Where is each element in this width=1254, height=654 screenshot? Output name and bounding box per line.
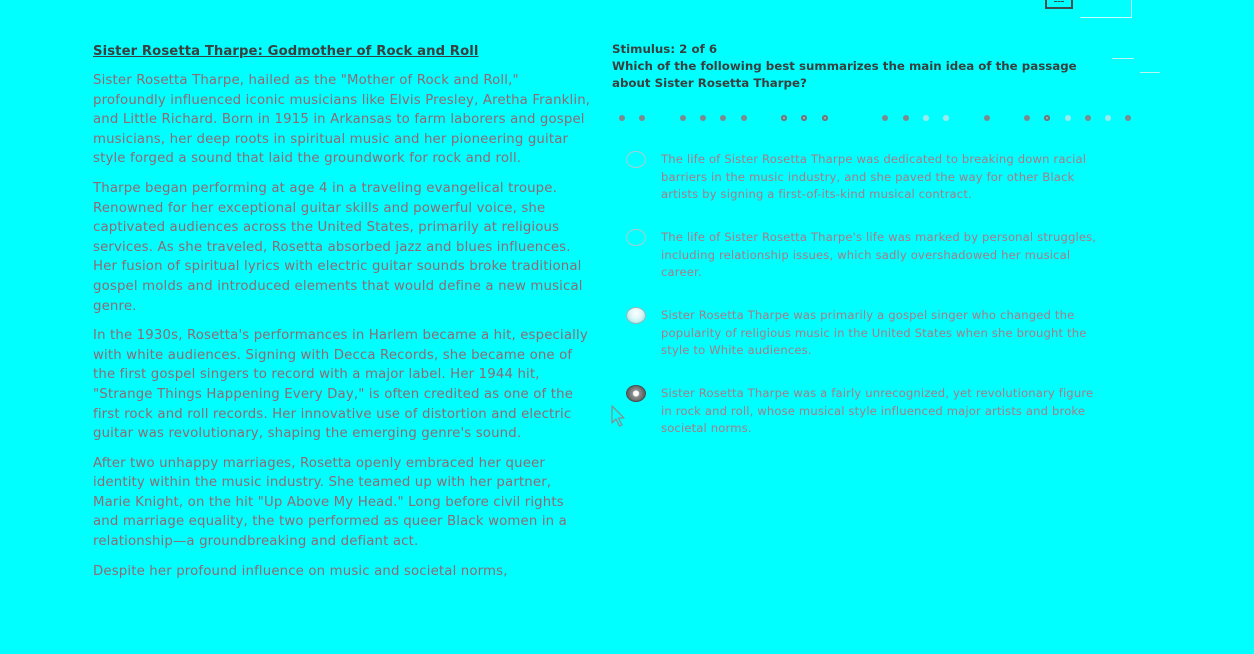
passage-title: Sister Rosetta Tharpe: Godmother of Rock and Roll [93,44,479,59]
answer-option-a[interactable] [626,151,1116,229]
passage-panel [93,42,593,591]
progress-dot[interactable] [1125,115,1131,121]
progress-dot[interactable] [700,115,706,121]
progress-dot[interactable] [822,115,828,121]
progress-dot[interactable] [882,115,888,121]
progress-dot[interactable] [801,115,807,121]
progress-dot[interactable] [741,115,747,121]
option-text: The life of Sister Rosetta Tharpe's life was marked by personal struggles, including relationship issues, which sadly overshadowed her musical career. [661,230,1097,279]
window-frame-icon[interactable] [1045,0,1073,9]
progress-dot[interactable] [639,115,645,121]
progress-dot[interactable] [720,115,726,121]
progress-dot[interactable] [984,115,990,121]
answer-options [626,151,1116,463]
option-text: The life of Sister Rosetta Tharpe was dedicated to breaking down racial barriers in the music industry, and she paved the way for other Black artists by signing a first-of-its-kind musical contract. [661,152,1087,201]
passage-paragraph: Tharpe began performing at age 4 in a traveling evangelical troupe. Renowned for her exceptional guitar skills and powerful voice, she captivated audiences across the United States, primarily at religious services. As she traveled, Rosetta absorbed jazz and blues influences. Her fusion of spiritual lyrics with electric guitar sounds broke traditional gospel molds and introduced elements that would define a new musical genre. [93,180,583,314]
progress-dot[interactable] [680,115,686,121]
progress-dot[interactable] [923,115,929,121]
answer-option-b[interactable] [626,229,1116,307]
progress-dot[interactable] [1024,115,1030,121]
mouse-pointer-icon [611,405,629,429]
progress-dot[interactable] [903,115,909,121]
progress-dot[interactable] [1085,115,1091,121]
answer-option-d[interactable] [626,385,1116,463]
radio-button-selected[interactable] [626,385,646,402]
divider [1080,17,1132,18]
progress-dot[interactable] [1105,115,1111,121]
progress-dots [619,115,1139,123]
passage-paragraph: Sister Rosetta Tharpe, hailed as the "Mother of Rock and Roll," profoundly influenced iconic musicians like Elvis Presley, Aretha Franklin, and Little Richard. Born in 1915 in Arkansas to farm laborers and gospel musicians, her deep roots in spiritual music and her pioneering guitar style forged a sound that laid the groundwork for rock and roll. [93,73,591,167]
answer-option-c[interactable] [626,307,1116,385]
option-text: Sister Rosetta Tharpe was primarily a gospel singer who changed the popularity of religious music in the United States when she brought the style to White audiences. [661,308,1087,357]
progress-dot[interactable] [1044,115,1050,121]
question-prompt: Which of the following best summarizes the main idea of the passage about Sister Rosetta Tharpe? [612,59,1077,90]
progress-dot[interactable] [619,115,625,121]
divider [1140,72,1160,73]
radio-button[interactable] [626,151,646,168]
radio-button[interactable] [626,229,646,246]
radio-button[interactable] [626,307,646,324]
passage-paragraph: Despite her profound influence on music and societal norms, [93,563,508,579]
progress-dot[interactable] [1065,115,1071,121]
passage-paragraph: In the 1930s, Rosetta's performances in Harlem became a hit, especially with white audiences. Signing with Decca Records, she became one of the first gospel singers to record with a major label. Her 1944 hit, "Strange Things Happening Every Day," is often credited as one of the first rock and roll records. Her innovative use of distortion and electric guitar was revolutionary, shaping the emerging genre's sound. [93,328,588,442]
divider [1131,0,1132,18]
progress-dot[interactable] [943,115,949,121]
question-panel [612,41,1132,92]
passage-paragraph: After two unhappy marriages, Rosetta openly embraced her queer identity within the music industry. She teamed up with her partner, Marie Knight, on the hit "Up Above My Head." Long before civil rights and marriage equality, the two performed as queer Black women in a relationship—a groundbreaking and defiant act. [93,455,567,550]
stimulus-counter: Stimulus: 2 of 6 [612,42,718,56]
option-text: Sister Rosetta Tharpe was a fairly unrecognized, yet revolutionary figure in rock and roll, whose musical style influenced major artists and broke societal norms. [661,386,1094,435]
progress-dot[interactable] [781,115,787,121]
